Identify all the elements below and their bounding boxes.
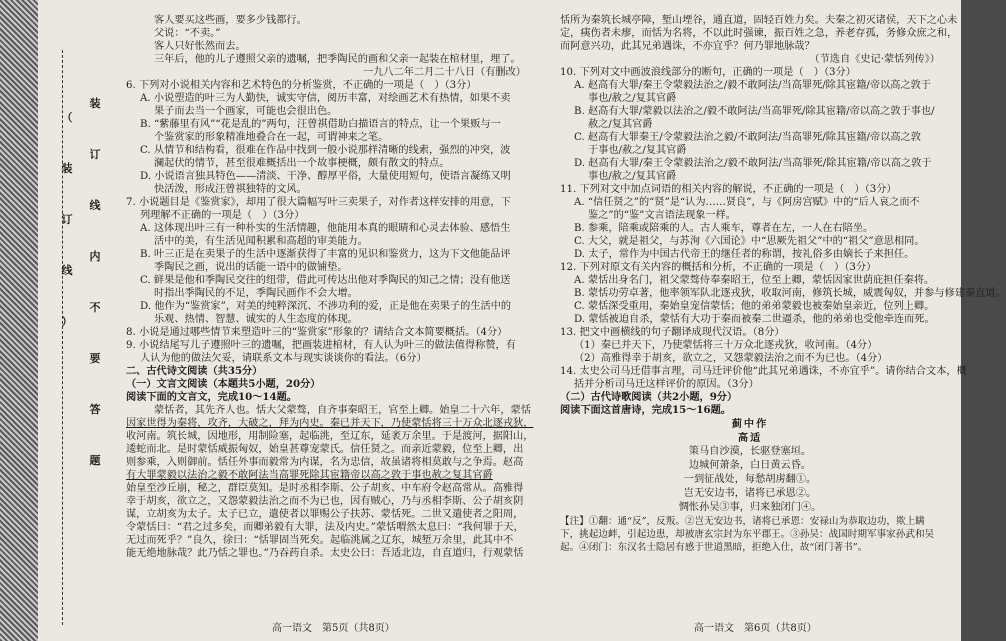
- text-line: 14. 太史公司马迁借事言理，司马迁评价他“此其兄弟遇诛，不亦宜乎”。请你结合文本，概: [560, 366, 967, 377]
- text-line: 恬所为秦筑长城亭障，堑山堙谷，通直道，固轻百姓力矣。夫秦之初灭诸侯，天下之心未: [560, 15, 958, 26]
- text-line: 蒙恬者，其先齐人也。恬大父蒙骜，自齐事秦昭王，官至上卿。始皇二十六年，蒙恬: [154, 405, 531, 416]
- poem-author: 高适: [737, 432, 763, 444]
- binding-char: 内: [89, 250, 101, 263]
- poem-note: 【注】①翻：通“反”，反叛。②岂无安边书，诸将已承恩：安禄山为恭取边功，欺上瞒下，挑起边衅，引起边患，却被唐玄宗封为东平郡王。③孙吴：战国时期军事家孙武和吴起。④闭门：东汉名士隐居有感于世道黑暗，拒绝入仕，故“闭门著书”。: [560, 516, 935, 553]
- binding-char: 不: [89, 301, 101, 314]
- text-line: （1）秦已并天下，乃使蒙恬将三十万众北逐戎狄，收河南。（4分）: [574, 340, 878, 351]
- text-line: 三年后，他的儿子遵照父亲的遗嘱，把季陶民的画和父亲一起装在棺材里，埋了。: [154, 54, 521, 65]
- binding-char: 要: [89, 352, 101, 365]
- poem-line: 边城何萧条，白日黄云昏。: [688, 460, 812, 471]
- text-line: （节选自《史记·蒙恬列传》）: [809, 54, 940, 65]
- text-line: 事也/赦之/复其官爵: [588, 93, 677, 104]
- text-line: 括并分析司马迁这样评价的原因。（3分）: [574, 379, 759, 390]
- text-line: C. 大父，就是祖父，与苏洵《六国论》中“思厥先祖父”中的“祖父”意思相同。: [574, 236, 925, 247]
- text-line: D. 他作为“鉴赏家”，对美的纯粹深沉、不涉功利的爱，正是他在卖果子的生活中的: [140, 301, 512, 312]
- text-line: A. 这体现出叶三有一种朴实的生活情趣，他能用本真的眼睛和心灵去体验、感悟生: [140, 223, 511, 234]
- text-line: 鉴之”的“鉴”文言语法现象一样。: [588, 210, 737, 221]
- text-line: B. 参乘，陪乘或陪乘的人。古人乘车，尊者在左，一人在右陪坐。: [574, 223, 874, 234]
- text-line: 无过而死乎？”良久，徐曰：“恬罪固当死矣。起临洮属之辽东，城堑万余里，此其中不: [126, 535, 514, 546]
- binding-strip: [0, 0, 38, 641]
- text-line: A. 赵高有大罪/秦王令蒙毅法治之/毅不敢阿法/当高罪死/除其宦籍/帝以高之敦于: [574, 80, 931, 91]
- text-line: D. 太子，常作为中国古代帝王的继任者的称谓，按礼俗多由嫡长子来担任。: [574, 249, 915, 260]
- text-line: 乐观、热情、智慧、诚实的人生态度的体现。: [154, 314, 358, 325]
- text-line: 列理解不正确的一项是（ ）（3分）: [140, 210, 305, 221]
- binding-char: 装: [89, 97, 101, 110]
- text-line: 能无绝地脉哉？此乃恬之罪也。”乃吞药自杀。太史公曰：吾适北边，自直道归，行观蒙恬: [126, 548, 524, 559]
- binding-char: 装: [61, 162, 73, 175]
- binding-notice-outer: [86, 96, 104, 504]
- text-line: 人认为他的做法欠妥，请联系文本与现实谈谈你的看法。（6分）: [140, 353, 427, 364]
- binding-char: 题: [89, 454, 101, 467]
- poem-title: 蓟中作: [731, 418, 769, 430]
- text-line: D. 赵高有大罪/秦王令蒙毅法治之/毅不敢阿法/当高罪死/除其宦籍/帝以高之敦于: [574, 158, 932, 169]
- text-line: 快活泼，形成汪曾祺独特的文风。: [154, 184, 307, 195]
- text-line: 9. 小说结尾写儿子遵照叶三的遗嘱，把画装进棺材，有人认为叶三的做法值得称赞，有: [126, 340, 516, 351]
- text-line: 7. 小说题目是《鉴赏家》，却用了很大篇幅写叶三卖果子，对作者这样安排的用意，下: [126, 197, 511, 208]
- text-line: 逶蛇而北。是时蒙恬威振匈奴，始皇甚尊宠蒙氏。信任贤之。而亲近蒙毅，位至上卿，出: [126, 444, 524, 455]
- binding-char: 线: [61, 264, 73, 277]
- left-column: [126, 14, 534, 560]
- text-line: 始皇至沙丘崩，秘之，群臣莫知。是时丞相李斯、公子胡亥、中车府令赵高常从。高雅得: [126, 483, 524, 494]
- text-line: 13. 把文中画横线的句子翻译成现代汉语。（8分）: [560, 327, 785, 338]
- text-line: 果子而去当一个画家，可能也会很出色。: [154, 106, 338, 117]
- poem-line: 惆怅孙吴③事，归来独闭门④。: [678, 502, 822, 513]
- text-line: B. 叶三正是在卖果子的生活中逐渐获得了丰富的见识和鉴赏力，这为下文他能品评: [140, 249, 511, 260]
- text-line: 事也/赦之/复其官爵: [588, 171, 677, 182]
- text-line: D. 小说语言独具特色——清淡、干净、醇厚平俗，大量使用短句，使语言凝练又明: [140, 171, 511, 182]
- text-line: 12. 下列对原文有关内容的概括和分析，不正确的一项是（ ）（3分）: [560, 262, 877, 273]
- text-line: 阅读下面的文言文，完成10～14题。: [126, 391, 297, 403]
- text-line: 活中的美，有生活见闻积累和高超的审美能力。: [154, 236, 368, 247]
- text-line: 因家世得为秦将，攻齐，大破之，拜为内史。秦已并天下，乃使蒙恬将三十万众北逐戎狄，: [126, 418, 534, 429]
- binding-char: 答: [89, 403, 101, 416]
- text-line: 父说：“不卖。”: [154, 28, 221, 39]
- text-line: （一）文言文阅读（本题共5小题，20分）: [126, 378, 321, 390]
- text-line: 而阿意兴功，此其兄弟遇诛，不亦宜乎？何乃罪地脉哉？: [560, 41, 815, 52]
- text-line: 11. 下列对文中加点词语的相关内容的解说，不正确的一项是（ ）（3分）: [560, 184, 897, 195]
- text-line: 10. 下列对文中画波浪线部分的断句，正确的一项是（ ）（3分）: [560, 67, 856, 78]
- poem-line: 岂无安边书，诸将已承恩②。: [683, 488, 817, 499]
- text-line: 客人只好怅然而去。: [154, 41, 246, 52]
- text-line: （二）古代诗歌阅读（共2小题，9分）: [560, 391, 738, 403]
- text-line: 于事也/赦之/复其官爵: [588, 145, 687, 156]
- text-line: D. 蒙恬被迫自杀，蒙恬有大功于秦而被秦二世逼杀，他的弟弟也受他牵连而死。: [574, 314, 935, 325]
- poem-line: 一到征战处，每愁胡虏翻①。: [683, 474, 817, 485]
- text-line: C. 赵高有大罪秦王/令蒙毅法治之毅/不敢阿法/当高罪死/除其宦籍/帝以高之敦: [574, 132, 921, 143]
- binding-char: ）: [61, 315, 73, 328]
- text-line: C. 鲜果是他和季陶民交往的纽带，借此可传达出他对季陶民的知己之情；没有他送: [140, 275, 511, 286]
- text-line: 阅读下面这首唐诗，完成15～16题。: [560, 404, 731, 416]
- text-line: 客人要买这些画，要多少钱都行。: [154, 15, 307, 26]
- left-page-footer: 高一语文 第5页（共8页）: [272, 623, 395, 634]
- right-column: [560, 14, 1006, 554]
- text-line: 6. 下列对小说相关内容和艺术特色的分析鉴赏，不正确的一项是（ ）（3分）: [126, 80, 477, 91]
- poem-block: [560, 417, 940, 515]
- text-line: 幸于胡亥，欲立之，又怨蒙毅法治之而不为已也，因有贼心，乃与丞相李斯、公子胡亥阴: [126, 496, 524, 507]
- text-line: 时指出季陶民的不足，季陶民画作不会大增。: [154, 288, 358, 299]
- text-line: A. 小说塑造的叶三为人勤快，诚实守信，阅历丰富，对绘画艺术有热情，如果不卖: [140, 93, 511, 104]
- text-line: 谋，立胡亥为太子。太子已立，遣使者以罪赐公子扶苏、蒙恬死。二世又遣使者之阳周，: [126, 509, 524, 520]
- text-line: 8. 小说是通过哪些情节来塑造叶三的“鉴赏家”形象的？请结合文本简要概括。（4分）: [126, 327, 508, 338]
- text-line: 澜起伏的情节，甚至很难概括出一个故事梗概，颇有散文的特点。: [154, 158, 450, 169]
- text-line: B. “紫藤里有风”“花是乱的”两句，汪曾祺借助白描语言的特点，让一个果贩与一: [140, 119, 501, 130]
- text-line: 令蒙恬曰：“君之过多矣，而卿弟毅有大罪，法及内史。”蒙恬喟然太息曰：“我何罪于天，: [126, 522, 524, 533]
- text-line: 赦之/复其官爵: [588, 119, 653, 130]
- binding-char: 订: [89, 148, 101, 161]
- binding-notice-inner: [58, 110, 76, 365]
- binding-char: （: [61, 111, 73, 124]
- poem-line: 策马自沙漠，长驱登塞垣。: [688, 446, 812, 457]
- binding-char: 线: [89, 199, 101, 212]
- text-line: B. 蒙恬功劳卓著，他率领军队北逐戎狄，收取河南，修筑长城，威震匈奴，并参与修建秦直道。: [574, 288, 1006, 299]
- text-line: 定，痍伤者未瘳，而恬为名将，不以此时强谏，振百姓之急，养老存孤，务修众庶之和，: [560, 28, 958, 39]
- text-line: （2）高雅得幸于胡亥，欲立之，又怨蒙毅法治之而不为已也。（4分）: [574, 353, 888, 364]
- text-line: A. 蒙恬出身名门，祖父蒙骜侍奉秦昭王，位至上卿，蒙恬因家世荫庇担任秦将。: [574, 275, 935, 286]
- right-page-footer: 高一语文 第6页（共8页）: [694, 623, 817, 634]
- binding-char: 订: [61, 213, 73, 226]
- text-line: 有大罪蒙毅以法治之毅不敢阿法当高罪死除其宦籍帝以高之敦于事也赦之复其官爵: [126, 470, 493, 481]
- text-line: 收河南。筑长城，因地形，用制险塞，起临洮，至辽东，延袤万余里。于是渡河，据阳山，: [126, 431, 534, 442]
- text-line: 季陶民之画，说出的话能一语中的做铺垫。: [154, 262, 348, 273]
- text-line: 一九八二年二月二十八日（有删改）: [363, 67, 526, 78]
- text-line: 二、古代诗文阅读（共35分）: [126, 365, 263, 377]
- text-line: 个鉴赏家的形象精准地叠合在一起，可谓神来之笔。: [154, 132, 389, 143]
- text-line: C. 从情节和结构看，很难在作品中找到一般小说那样清晰的线索，强烈的冲突，波: [140, 145, 511, 156]
- text-line: A. “信任贤之”的“贤”是“认为……贤良”，与《阿房宫赋》中的“后人哀之而不: [574, 197, 920, 208]
- text-line: 则参乘，入则御前。恬任外事而毅常为内谋，名为忠信，故虽诸将相莫敢与之争焉。赵高: [126, 457, 524, 468]
- text-line: C. 蒙恬深受重用，秦始皇宠信蒙恬；他的弟弟蒙毅也被秦始皇亲近，位列上卿。: [574, 301, 935, 312]
- text-line: B. 赵高有大罪/蒙毅以法治之/毅不敢阿法/当高罪死/除其宦籍/帝以高之敦于事也/: [574, 106, 935, 117]
